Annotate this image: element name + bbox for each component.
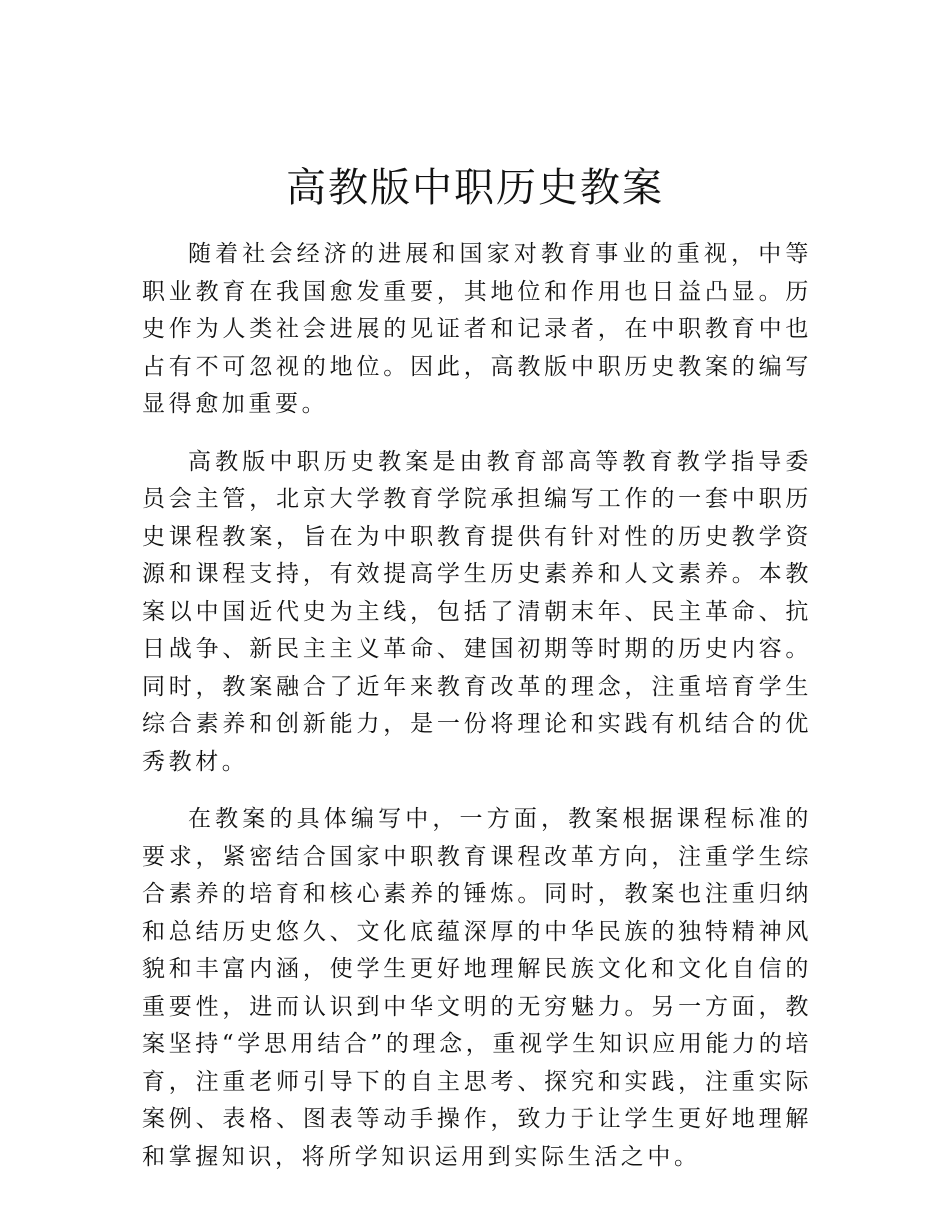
document-title: 高教版中职历史教案: [286, 165, 664, 211]
paragraph-3: 在教案的具体编写中，一方面，教案根据课程标准的要求，紧密结合国家中职教育课程改革方向，注重学生综合素养的培育和核心素养的锤炼。同时，教案也注重归纳和总结历史悠久、文化底蕴深厚的中华民族的独特精神风貌和丰富内涵，使学生更好地理解民族文化和文化自信的重要性，进而认识到中华文明的无穷魅力。另一方面，教案坚持“学思用结合”的理念，重视学生知识应用能力的培育，注重老师引导下的自主思考、探究和实践，注重实际案例、表格、图表等动手操作，致力于让学生更好地理解和掌握知识，将所学知识运用到实际生活之中。: [142, 806, 812, 1170]
paragraph-1: 随着社会经济的进展和国家对教育事业的重视，中等职业教育在我国愈发重要，其地位和作用也日益凸显。历史作为人类社会进展的见证者和记录者，在中职教育中也占有不可忽视的地位。因此，高教版中职历史教案的编写显得愈加重要。: [142, 241, 812, 417]
paragraph-2: 高教版中职历史教案是由教育部高等教育教学指导委员会主管，北京大学教育学院承担编写工作的一套中职历史课程教案，旨在为中职教育提供有针对性的历史教学资源和课程支持，有效提高学生历史素养和人文素养。本教案以中国近代史为主线，包括了清朝末年、民主革命、抗日战争、新民主主义革命、建国初期等时期的历史内容。同时，教案融合了近年来教育改革的理念，注重培育学生综合素养和创新能力，是一份将理论和实践有机结合的优秀教材。: [142, 448, 812, 775]
document-body: [142, 236, 812, 1196]
